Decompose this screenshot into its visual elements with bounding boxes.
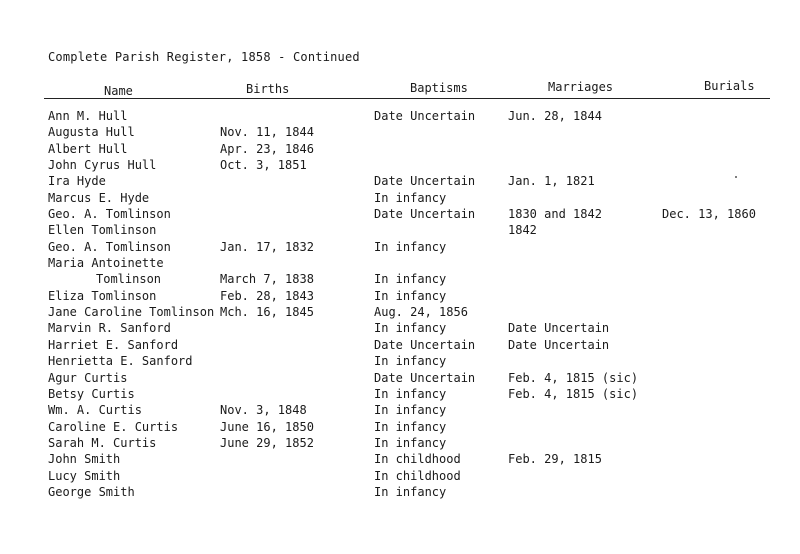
cell-births: June 16, 1850: [220, 419, 314, 434]
cell-name: Albert Hull: [48, 141, 128, 156]
cell-name: Marvin R. Sanford: [48, 321, 171, 336]
cell-births: Apr. 23, 1846: [220, 141, 314, 156]
cell-marriages: Feb. 4, 1815 (sic): [508, 370, 639, 385]
cell-baptisms: In infancy: [374, 484, 447, 499]
cell-baptisms: In infancy: [374, 419, 447, 434]
column-header-marriages: Marriages: [548, 80, 614, 94]
table-row: [0, 141, 800, 157]
table-row: [0, 304, 800, 320]
cell-name: Henrietta E. Sanford: [48, 354, 193, 369]
cell-births: Feb. 28, 1843: [220, 288, 314, 303]
cell-baptisms: In infancy: [374, 435, 447, 450]
cell-name: Betsy Curtis: [48, 386, 135, 401]
column-header-name: Name: [104, 84, 133, 98]
cell-marriages: Date Uncertain: [508, 321, 610, 336]
cell-baptisms: In infancy: [374, 403, 447, 418]
cell-births: Oct. 3, 1851: [220, 158, 307, 173]
table-row: [0, 255, 800, 271]
cell-name: Augusta Hull: [48, 125, 135, 140]
cell-name: Ellen Tomlinson: [48, 223, 157, 238]
cell-name: Agur Curtis: [48, 370, 128, 385]
cell-marriages: Date Uncertain: [508, 337, 610, 352]
cell-baptisms: Aug. 24, 1856: [374, 305, 468, 320]
cell-births: Nov. 11, 1844: [220, 125, 314, 140]
cell-name: Sarah M. Curtis: [48, 435, 157, 450]
cell-births: Nov. 3, 1848: [220, 403, 307, 418]
cell-baptisms: In infancy: [374, 239, 447, 254]
cell-marriages: Jan. 1, 1821: [508, 174, 595, 189]
table-row: [0, 108, 800, 124]
cell-baptisms: In infancy: [374, 354, 447, 369]
cell-name: Maria Antoinette: [48, 256, 164, 271]
table-row: [0, 484, 800, 500]
cell-name: Marcus E. Hyde: [48, 190, 150, 205]
cell-births: Jan. 17, 1832: [220, 239, 314, 254]
paper-speck: [735, 176, 737, 178]
table-row: [0, 157, 800, 173]
cell-baptisms: Date Uncertain: [374, 174, 476, 189]
cell-baptisms: In infancy: [374, 321, 447, 336]
cell-baptisms: In infancy: [374, 288, 447, 303]
cell-baptisms: In infancy: [374, 386, 447, 401]
table-row: [0, 353, 800, 369]
table-row: [0, 451, 800, 467]
table-row: [0, 271, 800, 287]
cell-baptisms: Date Uncertain: [374, 109, 476, 123]
table-row: [0, 370, 800, 386]
table-row: [0, 222, 800, 238]
cell-baptisms: In childhood: [374, 452, 461, 467]
cell-name: Tomlinson: [96, 272, 162, 287]
cell-name: Wm. A. Curtis: [48, 403, 142, 418]
table-row: [0, 419, 800, 435]
cell-baptisms: In infancy: [374, 272, 447, 287]
column-header-births: Births: [246, 82, 290, 96]
cell-name: John Smith: [48, 452, 121, 467]
cell-name: Geo. A. Tomlinson: [48, 239, 171, 254]
cell-name: Jane Caroline Tomlinson: [48, 305, 215, 320]
table-row: [0, 239, 800, 255]
table-row: [0, 320, 800, 336]
cell-marriages: Feb. 4, 1815 (sic): [508, 386, 639, 401]
column-header-baptisms: Baptisms: [410, 81, 468, 95]
cell-marriages: 1842: [508, 223, 537, 238]
table-row: [0, 124, 800, 140]
table-row: [0, 402, 800, 418]
table-row: [0, 337, 800, 353]
cell-burials: Dec. 13, 1860: [662, 207, 756, 222]
table-row: [0, 386, 800, 402]
cell-marriages: 1830 and 1842: [508, 207, 602, 222]
cell-baptisms: Date Uncertain: [374, 337, 476, 352]
column-header-burials: Burials: [704, 79, 755, 93]
cell-births: Mch. 16, 1845: [220, 305, 314, 320]
cell-marriages: Jun. 28, 1844: [508, 109, 602, 123]
table-row: [0, 435, 800, 451]
table-row: [0, 206, 800, 222]
cell-births: March 7, 1838: [220, 272, 314, 287]
register-rows: [0, 108, 800, 500]
cell-baptisms: Date Uncertain: [374, 207, 476, 222]
cell-baptisms: Date Uncertain: [374, 370, 476, 385]
cell-name: Ira Hyde: [48, 174, 106, 189]
cell-baptisms: In childhood: [374, 468, 461, 483]
table-row: [0, 288, 800, 304]
cell-marriages: Feb. 29, 1815: [508, 452, 602, 467]
table-row: [0, 468, 800, 484]
table-row: [0, 190, 800, 206]
cell-name: Eliza Tomlinson: [48, 288, 157, 303]
cell-name: George Smith: [48, 484, 135, 499]
header-rule: [44, 98, 770, 99]
page-title: Complete Parish Register, 1858 - Continued: [48, 50, 360, 64]
table-row: [0, 173, 800, 189]
cell-name: Ann M. Hull: [48, 109, 128, 123]
cell-births: June 29, 1852: [220, 435, 314, 450]
cell-name: John Cyrus Hull: [48, 158, 157, 173]
cell-baptisms: In infancy: [374, 190, 447, 205]
cell-name: Caroline E. Curtis: [48, 419, 179, 434]
cell-name: Lucy Smith: [48, 468, 121, 483]
cell-name: Geo. A. Tomlinson: [48, 207, 171, 222]
cell-name: Harriet E. Sanford: [48, 337, 179, 352]
